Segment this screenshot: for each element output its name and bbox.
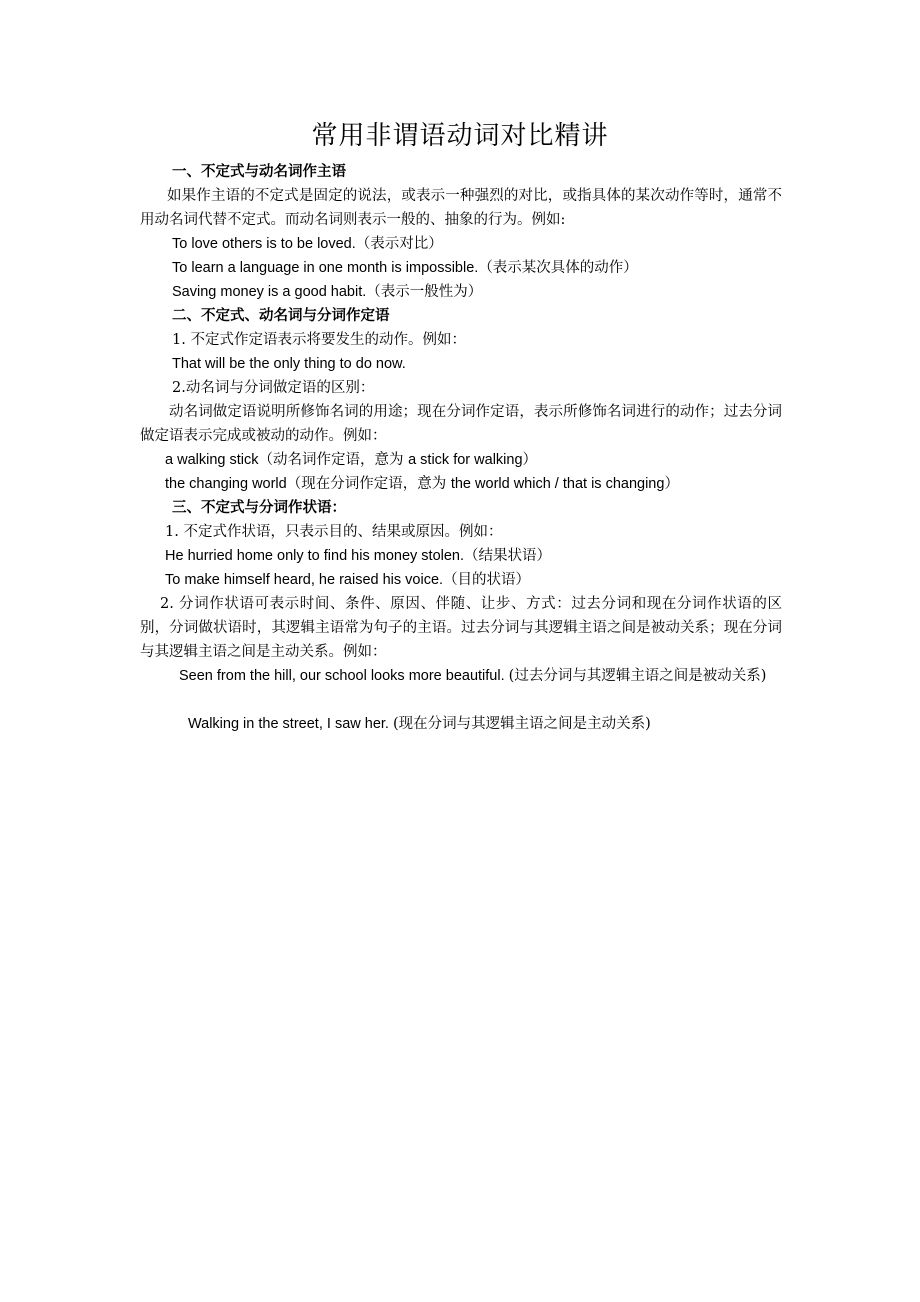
example-note: （表示某次具体的动作） bbox=[478, 260, 638, 276]
section2-paragraph: 动名词做定语说明所修饰名词的用途；现在分词作定语，表示所修饰名词进行的动作；过去分词做定语表示完成或被动的动作。例如： bbox=[140, 404, 782, 444]
section2-point-2: 2.动名词与分词做定语的区别： bbox=[172, 380, 375, 396]
section3-point-2-paragraph: 2. 分词作状语可表示时间、条件、原因、伴随、让步、方式：过去分词和现在分词作状语的区别，分词做状语时，其逻辑主语常为句子的主语。过去分词与其逻辑主语之间是被动关系；现在分词与其逻辑主语之间是主动关系。例如： bbox=[140, 596, 782, 660]
example-english: To make himself heard, he raised his voice. bbox=[165, 572, 444, 588]
section2-heading: 二、不定式、动名词与分词作定语 bbox=[172, 308, 390, 324]
example-note-close: ） bbox=[664, 476, 679, 492]
example-note: (过去分词与其逻辑主语之间是被动关系) bbox=[508, 668, 767, 684]
section3-example-2 bbox=[165, 568, 530, 592]
example-english: the changing world bbox=[165, 476, 287, 492]
example-english: Walking in the street, I saw her. bbox=[188, 716, 393, 732]
section2-example-1: That will be the only thing to do now. bbox=[172, 356, 406, 372]
example-note: （表示对比） bbox=[355, 236, 443, 252]
section1-example-1 bbox=[172, 232, 443, 256]
example-note: （表示一般性为） bbox=[366, 284, 483, 300]
section3-example-4 bbox=[188, 712, 651, 736]
example-note: （动名词作定语，意为 bbox=[258, 452, 409, 468]
section3-example-1 bbox=[165, 544, 551, 568]
example-note: (现在分词与其逻辑主语之间是主动关系) bbox=[392, 716, 651, 732]
example-english: He hurried home only to find his money stolen. bbox=[165, 548, 465, 564]
example-note: （目的状语） bbox=[443, 572, 531, 588]
example-english-gloss: a stick for walking bbox=[408, 452, 523, 468]
example-english: Seen from the hill, our school looks more beautiful. bbox=[179, 668, 509, 684]
section2-example-2 bbox=[165, 448, 537, 472]
example-english: To love others is to be loved. bbox=[172, 236, 356, 252]
example-english: To learn a language in one month is impossible. bbox=[172, 260, 479, 276]
section3-heading: 三、不定式与分词作状语： bbox=[172, 500, 346, 516]
page-title: 常用非谓语动词对比精讲 bbox=[311, 121, 609, 151]
section2-example-3 bbox=[165, 472, 679, 496]
section3-example-3 bbox=[140, 664, 782, 688]
example-english: Saving money is a good habit. bbox=[172, 284, 367, 300]
example-note-close: ） bbox=[522, 452, 538, 468]
example-english-gloss: the world which / that is changing bbox=[450, 476, 665, 492]
section2-point-1: 1. 不定式作定语表示将要发生的动作。例如： bbox=[172, 332, 466, 348]
section1-heading: 一、不定式与动名词作主语 bbox=[172, 164, 346, 180]
section1-paragraph: 如果作主语的不定式是固定的说法，或表示一种强烈的对比，或指具体的某次动作等时，通常不用动名词代替不定式。而动名词则表示一般的、抽象的行为。例如: bbox=[140, 188, 782, 228]
example-note: （结果状语） bbox=[464, 548, 552, 564]
section1-example-3 bbox=[172, 280, 482, 304]
example-english: a walking stick bbox=[165, 452, 259, 468]
section3-point-1: 1. 不定式作状语，只表示目的、结果或原因。例如： bbox=[165, 524, 503, 540]
section1-example-2 bbox=[172, 256, 638, 280]
example-note: （现在分词作定语，意为 bbox=[286, 476, 451, 492]
